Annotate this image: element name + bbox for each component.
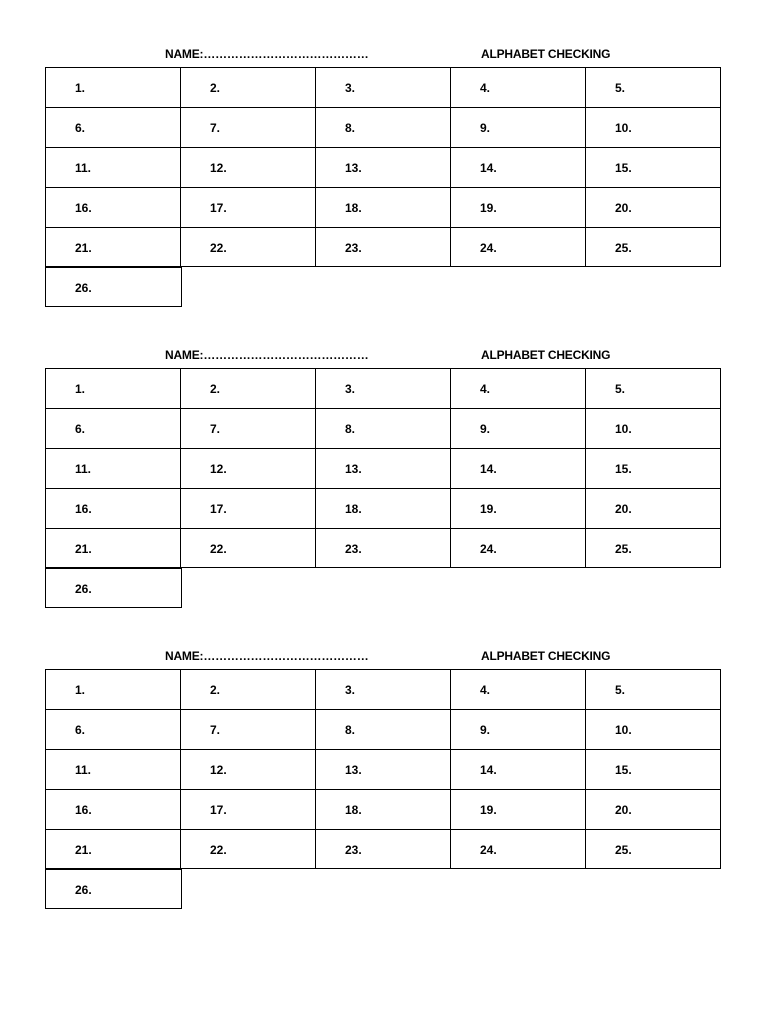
answer-cell[interactable] [450, 669, 585, 709]
cell-number: 17. [210, 502, 227, 516]
cell-number: 8. [345, 422, 356, 436]
cell-number: 4. [480, 382, 491, 396]
answer-cell[interactable] [315, 528, 450, 568]
cell-number: 1. [75, 683, 86, 697]
cell-number: 1. [75, 382, 86, 396]
answer-cell[interactable] [585, 669, 721, 709]
answer-cell[interactable] [585, 227, 721, 267]
cell-number: 1. [75, 81, 86, 95]
name-field-label: NAME:…………………………………… [165, 348, 369, 362]
cell-number: 16. [75, 502, 92, 516]
cell-number: 15. [615, 161, 632, 175]
answer-cell[interactable] [315, 829, 450, 869]
cell-number: 10. [615, 723, 632, 737]
answer-cell[interactable] [315, 67, 450, 107]
answer-cell[interactable] [315, 448, 450, 488]
cell-number: 21. [75, 241, 92, 255]
cell-number: 9. [480, 723, 491, 737]
cell-number: 17. [210, 803, 227, 817]
name-field-label: NAME:…………………………………… [165, 649, 369, 663]
cell-number: 17. [210, 201, 227, 215]
answer-cell[interactable] [450, 829, 585, 869]
cell-number: 11. [75, 462, 92, 476]
cell-number: 22. [210, 542, 227, 556]
cell-number: 5. [615, 683, 626, 697]
grid-row [45, 749, 723, 789]
cell-number: 4. [480, 81, 491, 95]
cell-number: 3. [345, 382, 356, 396]
answer-cell[interactable] [450, 528, 585, 568]
answer-cell[interactable] [180, 368, 315, 408]
answer-cell[interactable] [45, 368, 180, 408]
cell-number: 13. [345, 462, 362, 476]
answer-cell[interactable] [585, 749, 721, 789]
answer-cell[interactable] [180, 187, 315, 227]
answer-cell[interactable] [450, 107, 585, 147]
cell-number: 3. [345, 683, 356, 697]
sheet-title: ALPHABET CHECKING [481, 649, 611, 663]
answer-cell[interactable] [585, 829, 721, 869]
grid-row [45, 107, 723, 147]
cell-number: 10. [615, 422, 632, 436]
cell-number: 22. [210, 843, 227, 857]
grid-row [45, 448, 723, 488]
grid-row [45, 568, 723, 608]
answer-cell[interactable] [585, 488, 721, 528]
name-field-label: NAME:…………………………………… [165, 47, 369, 61]
cell-number: 25. [615, 843, 632, 857]
answer-cell[interactable] [45, 408, 180, 448]
cell-number: 11. [75, 763, 92, 777]
cell-number: 13. [345, 161, 362, 175]
grid-row [45, 67, 723, 107]
answer-cell[interactable] [450, 488, 585, 528]
answer-cell[interactable] [45, 147, 180, 187]
answer-cell[interactable] [45, 829, 180, 869]
cell-number: 26. [75, 281, 92, 295]
cell-number: 20. [615, 803, 632, 817]
answer-cell[interactable] [45, 448, 180, 488]
alphabet-check-sheet [0, 348, 768, 608]
answer-cell[interactable] [45, 528, 180, 568]
cell-number: 2. [210, 683, 221, 697]
answer-cell[interactable] [45, 869, 182, 909]
cell-number: 22. [210, 241, 227, 255]
answer-cell[interactable] [45, 227, 180, 267]
sheet-header [0, 348, 768, 368]
cell-number: 24. [480, 843, 497, 857]
answer-cell[interactable] [585, 187, 721, 227]
answer-cell[interactable] [585, 368, 721, 408]
cell-number: 19. [480, 502, 497, 516]
answer-cell[interactable] [45, 669, 180, 709]
answer-cell[interactable] [315, 749, 450, 789]
answer-cell[interactable] [585, 67, 721, 107]
alphabet-check-sheet [0, 649, 768, 909]
sheet-header [0, 47, 768, 67]
cell-number: 16. [75, 201, 92, 215]
answer-cell[interactable] [315, 227, 450, 267]
grid-row [45, 789, 723, 829]
cell-number: 16. [75, 803, 92, 817]
answer-cell[interactable] [315, 187, 450, 227]
answer-cell[interactable] [45, 107, 180, 147]
answer-cell[interactable] [315, 147, 450, 187]
answer-cell[interactable] [180, 448, 315, 488]
answer-grid [45, 368, 723, 608]
answer-cell[interactable] [585, 147, 721, 187]
answer-cell[interactable] [45, 749, 180, 789]
cell-number: 9. [480, 422, 491, 436]
grid-row [45, 669, 723, 709]
cell-number: 14. [480, 763, 497, 777]
answer-cell[interactable] [180, 669, 315, 709]
grid-row [45, 528, 723, 568]
answer-cell[interactable] [315, 368, 450, 408]
answer-cell[interactable] [180, 408, 315, 448]
answer-cell[interactable] [180, 488, 315, 528]
answer-cell[interactable] [45, 187, 180, 227]
grid-row [45, 368, 723, 408]
answer-cell[interactable] [315, 488, 450, 528]
answer-cell[interactable] [450, 187, 585, 227]
cell-number: 18. [345, 502, 362, 516]
grid-row [45, 869, 723, 909]
cell-number: 15. [615, 462, 632, 476]
grid-row [45, 227, 723, 267]
answer-cell[interactable] [450, 147, 585, 187]
cell-number: 25. [615, 241, 632, 255]
answer-cell[interactable] [585, 709, 721, 749]
grid-row [45, 147, 723, 187]
cell-number: 7. [210, 422, 221, 436]
cell-number: 12. [210, 462, 227, 476]
grid-row [45, 408, 723, 448]
answer-cell[interactable] [450, 448, 585, 488]
cell-number: 26. [75, 883, 92, 897]
cell-number: 6. [75, 422, 86, 436]
cell-number: 23. [345, 542, 362, 556]
cell-number: 7. [210, 723, 221, 737]
sheet-title: ALPHABET CHECKING [481, 348, 611, 362]
answer-cell[interactable] [585, 528, 721, 568]
answer-cell[interactable] [450, 368, 585, 408]
cell-number: 5. [615, 81, 626, 95]
cell-number: 2. [210, 382, 221, 396]
answer-cell[interactable] [450, 67, 585, 107]
cell-number: 11. [75, 161, 92, 175]
cell-number: 15. [615, 763, 632, 777]
answer-cell[interactable] [585, 408, 721, 448]
answer-cell[interactable] [180, 829, 315, 869]
cell-number: 23. [345, 843, 362, 857]
grid-row [45, 267, 723, 307]
cell-number: 14. [480, 161, 497, 175]
answer-cell[interactable] [180, 749, 315, 789]
answer-cell[interactable] [180, 67, 315, 107]
grid-row [45, 187, 723, 227]
cell-number: 26. [75, 582, 92, 596]
cell-number: 2. [210, 81, 221, 95]
answer-cell[interactable] [450, 709, 585, 749]
answer-cell[interactable] [180, 709, 315, 749]
answer-cell[interactable] [315, 408, 450, 448]
answer-cell[interactable] [180, 789, 315, 829]
answer-cell[interactable] [315, 107, 450, 147]
cell-number: 6. [75, 723, 86, 737]
answer-grid [45, 67, 723, 307]
grid-row [45, 709, 723, 749]
cell-number: 8. [345, 723, 356, 737]
cell-number: 7. [210, 121, 221, 135]
answer-cell[interactable] [45, 267, 182, 307]
answer-cell[interactable] [585, 789, 721, 829]
answer-cell[interactable] [585, 107, 721, 147]
sheet-header [0, 649, 768, 669]
answer-cell[interactable] [45, 709, 180, 749]
cell-number: 20. [615, 201, 632, 215]
answer-cell[interactable] [315, 669, 450, 709]
answer-cell[interactable] [45, 568, 182, 608]
answer-cell[interactable] [450, 789, 585, 829]
cell-number: 5. [615, 382, 626, 396]
cell-number: 23. [345, 241, 362, 255]
sheet-title: ALPHABET CHECKING [481, 47, 611, 61]
cell-number: 24. [480, 241, 497, 255]
alphabet-check-sheet [0, 47, 768, 307]
answer-cell[interactable] [450, 749, 585, 789]
cell-number: 4. [480, 683, 491, 697]
cell-number: 12. [210, 161, 227, 175]
cell-number: 8. [345, 121, 356, 135]
answer-cell[interactable] [450, 408, 585, 448]
cell-number: 13. [345, 763, 362, 777]
answer-cell[interactable] [45, 67, 180, 107]
answer-cell[interactable] [45, 789, 180, 829]
answer-cell[interactable] [180, 528, 315, 568]
cell-number: 18. [345, 803, 362, 817]
answer-cell[interactable] [315, 789, 450, 829]
cell-number: 20. [615, 502, 632, 516]
answer-cell[interactable] [180, 107, 315, 147]
cell-number: 24. [480, 542, 497, 556]
cell-number: 14. [480, 462, 497, 476]
answer-cell[interactable] [45, 488, 180, 528]
cell-number: 18. [345, 201, 362, 215]
answer-cell[interactable] [315, 709, 450, 749]
cell-number: 19. [480, 201, 497, 215]
answer-cell[interactable] [450, 227, 585, 267]
grid-row [45, 829, 723, 869]
answer-cell[interactable] [180, 227, 315, 267]
answer-cell[interactable] [180, 147, 315, 187]
cell-number: 10. [615, 121, 632, 135]
grid-row [45, 488, 723, 528]
cell-number: 19. [480, 803, 497, 817]
cell-number: 9. [480, 121, 491, 135]
cell-number: 21. [75, 843, 92, 857]
cell-number: 21. [75, 542, 92, 556]
answer-cell[interactable] [585, 448, 721, 488]
cell-number: 6. [75, 121, 86, 135]
cell-number: 12. [210, 763, 227, 777]
cell-number: 3. [345, 81, 356, 95]
answer-grid [45, 669, 723, 909]
cell-number: 25. [615, 542, 632, 556]
